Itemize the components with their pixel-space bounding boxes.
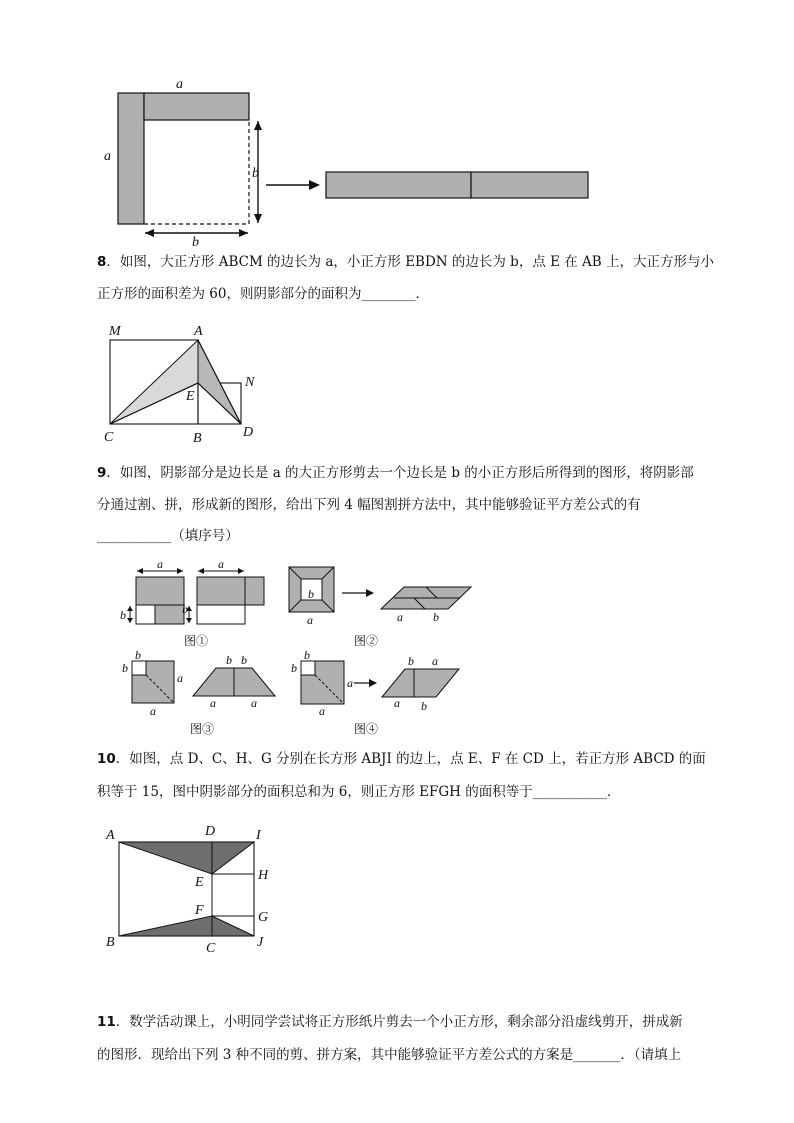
label-M: M xyxy=(109,324,121,339)
fig4-para-a: a xyxy=(432,654,438,668)
label-B: B xyxy=(106,935,115,950)
label-D: D xyxy=(205,824,216,839)
fig1-label-b2: b xyxy=(182,602,188,616)
label-H: H xyxy=(258,868,269,883)
fig4-label-a-right: a xyxy=(347,676,353,690)
fig2-label-a: a xyxy=(307,613,313,627)
shaded-horizontal-strip xyxy=(144,93,249,120)
shaded-top xyxy=(119,842,254,874)
q9-number: 9 xyxy=(97,465,107,481)
fig3-trap-a1: a xyxy=(210,696,216,710)
top-figure xyxy=(0,0,794,250)
label-b-right: b xyxy=(252,166,259,181)
q10-number: 10 xyxy=(97,751,116,767)
label-a-top: a xyxy=(176,77,183,92)
label-a-left: a xyxy=(104,149,111,164)
q9-line1: 9．如图，阴影部分是边长是 a 的大正方形剪去一个边长是 b 的小正方形后所得到的图形，将阴影部 xyxy=(97,465,694,481)
q10-line1: 10．如图，点 D、C、H、G 分别在长方形 ABJI 的边上，点 E、F 在 CD 上，若正方形 ABCD 的面 xyxy=(97,751,706,767)
shaded-vertical-strip xyxy=(118,93,144,224)
fig3-trap-b1: b xyxy=(226,653,232,667)
fig4-caption: 图④ xyxy=(354,722,379,736)
fig3-caption: 图③ xyxy=(190,722,215,736)
label-E: E xyxy=(186,389,195,404)
q11-number: 11 xyxy=(97,1014,116,1030)
fig1-caption: 图① xyxy=(184,634,209,648)
fig2-label-b: b xyxy=(308,587,314,601)
fig3-label-a-right: a xyxy=(177,671,183,685)
fig4 xyxy=(291,648,459,736)
q11-line2: 的图形．现给出下列 3 种不同的剪、拼方案，其中能够验证平方差公式的方案是_______．（请填上 xyxy=(97,1047,682,1063)
fig3-trap-a2: a xyxy=(251,696,257,710)
q10-figure xyxy=(0,820,794,960)
label-I: I xyxy=(256,828,261,843)
arrowhead xyxy=(145,229,154,237)
q8-line2: 正方形的面积差为 60，则阴影部分的面积为________． xyxy=(97,286,429,302)
label-N: N xyxy=(245,375,255,390)
arrowhead xyxy=(254,121,262,130)
fig3 xyxy=(122,648,275,736)
q8-number: 8 xyxy=(97,254,107,270)
shaded-triangle-ACE xyxy=(110,340,198,424)
label-b-bottom: b xyxy=(192,235,199,250)
arrowhead xyxy=(239,229,248,237)
fig4-label-b: b xyxy=(304,648,310,662)
fig1-label-a: a xyxy=(157,557,163,571)
label-A: A xyxy=(106,828,115,843)
q11-line1: 11．数学活动课上，小明同学尝试将正方形纸片剪去一个小正方形，剩余部分沿虚线剪开，拼成新 xyxy=(97,1014,683,1030)
arrowhead xyxy=(254,214,262,223)
fig4-label-b-left: b xyxy=(291,661,297,675)
fig4-para-a2: a xyxy=(394,696,400,710)
result-rect-right xyxy=(471,172,588,198)
label-G: G xyxy=(258,910,269,925)
fig3-label-a-bottom: a xyxy=(150,704,156,718)
fig4-para-b: b xyxy=(408,654,414,668)
result-rect-left xyxy=(326,172,471,198)
label-D: D xyxy=(243,425,254,440)
label-B: B xyxy=(193,431,202,446)
fig3-label-b: b xyxy=(135,648,141,662)
q8-figure xyxy=(0,318,794,448)
arrowhead xyxy=(309,180,320,190)
dashed-small-square xyxy=(144,120,249,224)
label-A: A xyxy=(194,324,203,339)
fig2-label-a2: a xyxy=(397,610,403,624)
q9-line3: ___________（填序号） xyxy=(97,528,239,544)
label-J: J xyxy=(257,935,264,950)
q9-line2: 分通过割、拼，形成新的图形，给出下列 4 幅图割拼方法中，其中能够验证平方差公式的有 xyxy=(97,497,641,513)
q10-line2: 积等于 15，图中阴影部分的面积总和为 6，则正方形 EFGH 的面积等于___________． xyxy=(97,784,621,800)
label-C: C xyxy=(104,430,114,445)
fig1 xyxy=(120,557,264,648)
label-E: E xyxy=(195,875,204,890)
q9-figures xyxy=(0,555,794,745)
fig1-label-a2: a xyxy=(218,557,224,571)
fig2 xyxy=(289,567,471,648)
shaded-bottom xyxy=(119,916,254,936)
fig3-trap-b2: b xyxy=(241,653,247,667)
label-C: C xyxy=(206,941,216,956)
fig2-label-b2: b xyxy=(433,610,439,624)
fig3-label-b-left: b xyxy=(122,661,128,675)
fig1-label-b: b xyxy=(120,608,126,622)
fig4-label-a-bottom: a xyxy=(319,704,325,718)
fig2-caption: 图② xyxy=(354,634,379,648)
label-F: F xyxy=(195,903,204,918)
q8-line1: 8．如图，大正方形 ABCM 的边长为 a，小正方形 EBDN 的边长为 b，点 E 在 AB 上，大正方形与小 xyxy=(97,254,715,270)
fig4-para-b2: b xyxy=(421,699,427,713)
